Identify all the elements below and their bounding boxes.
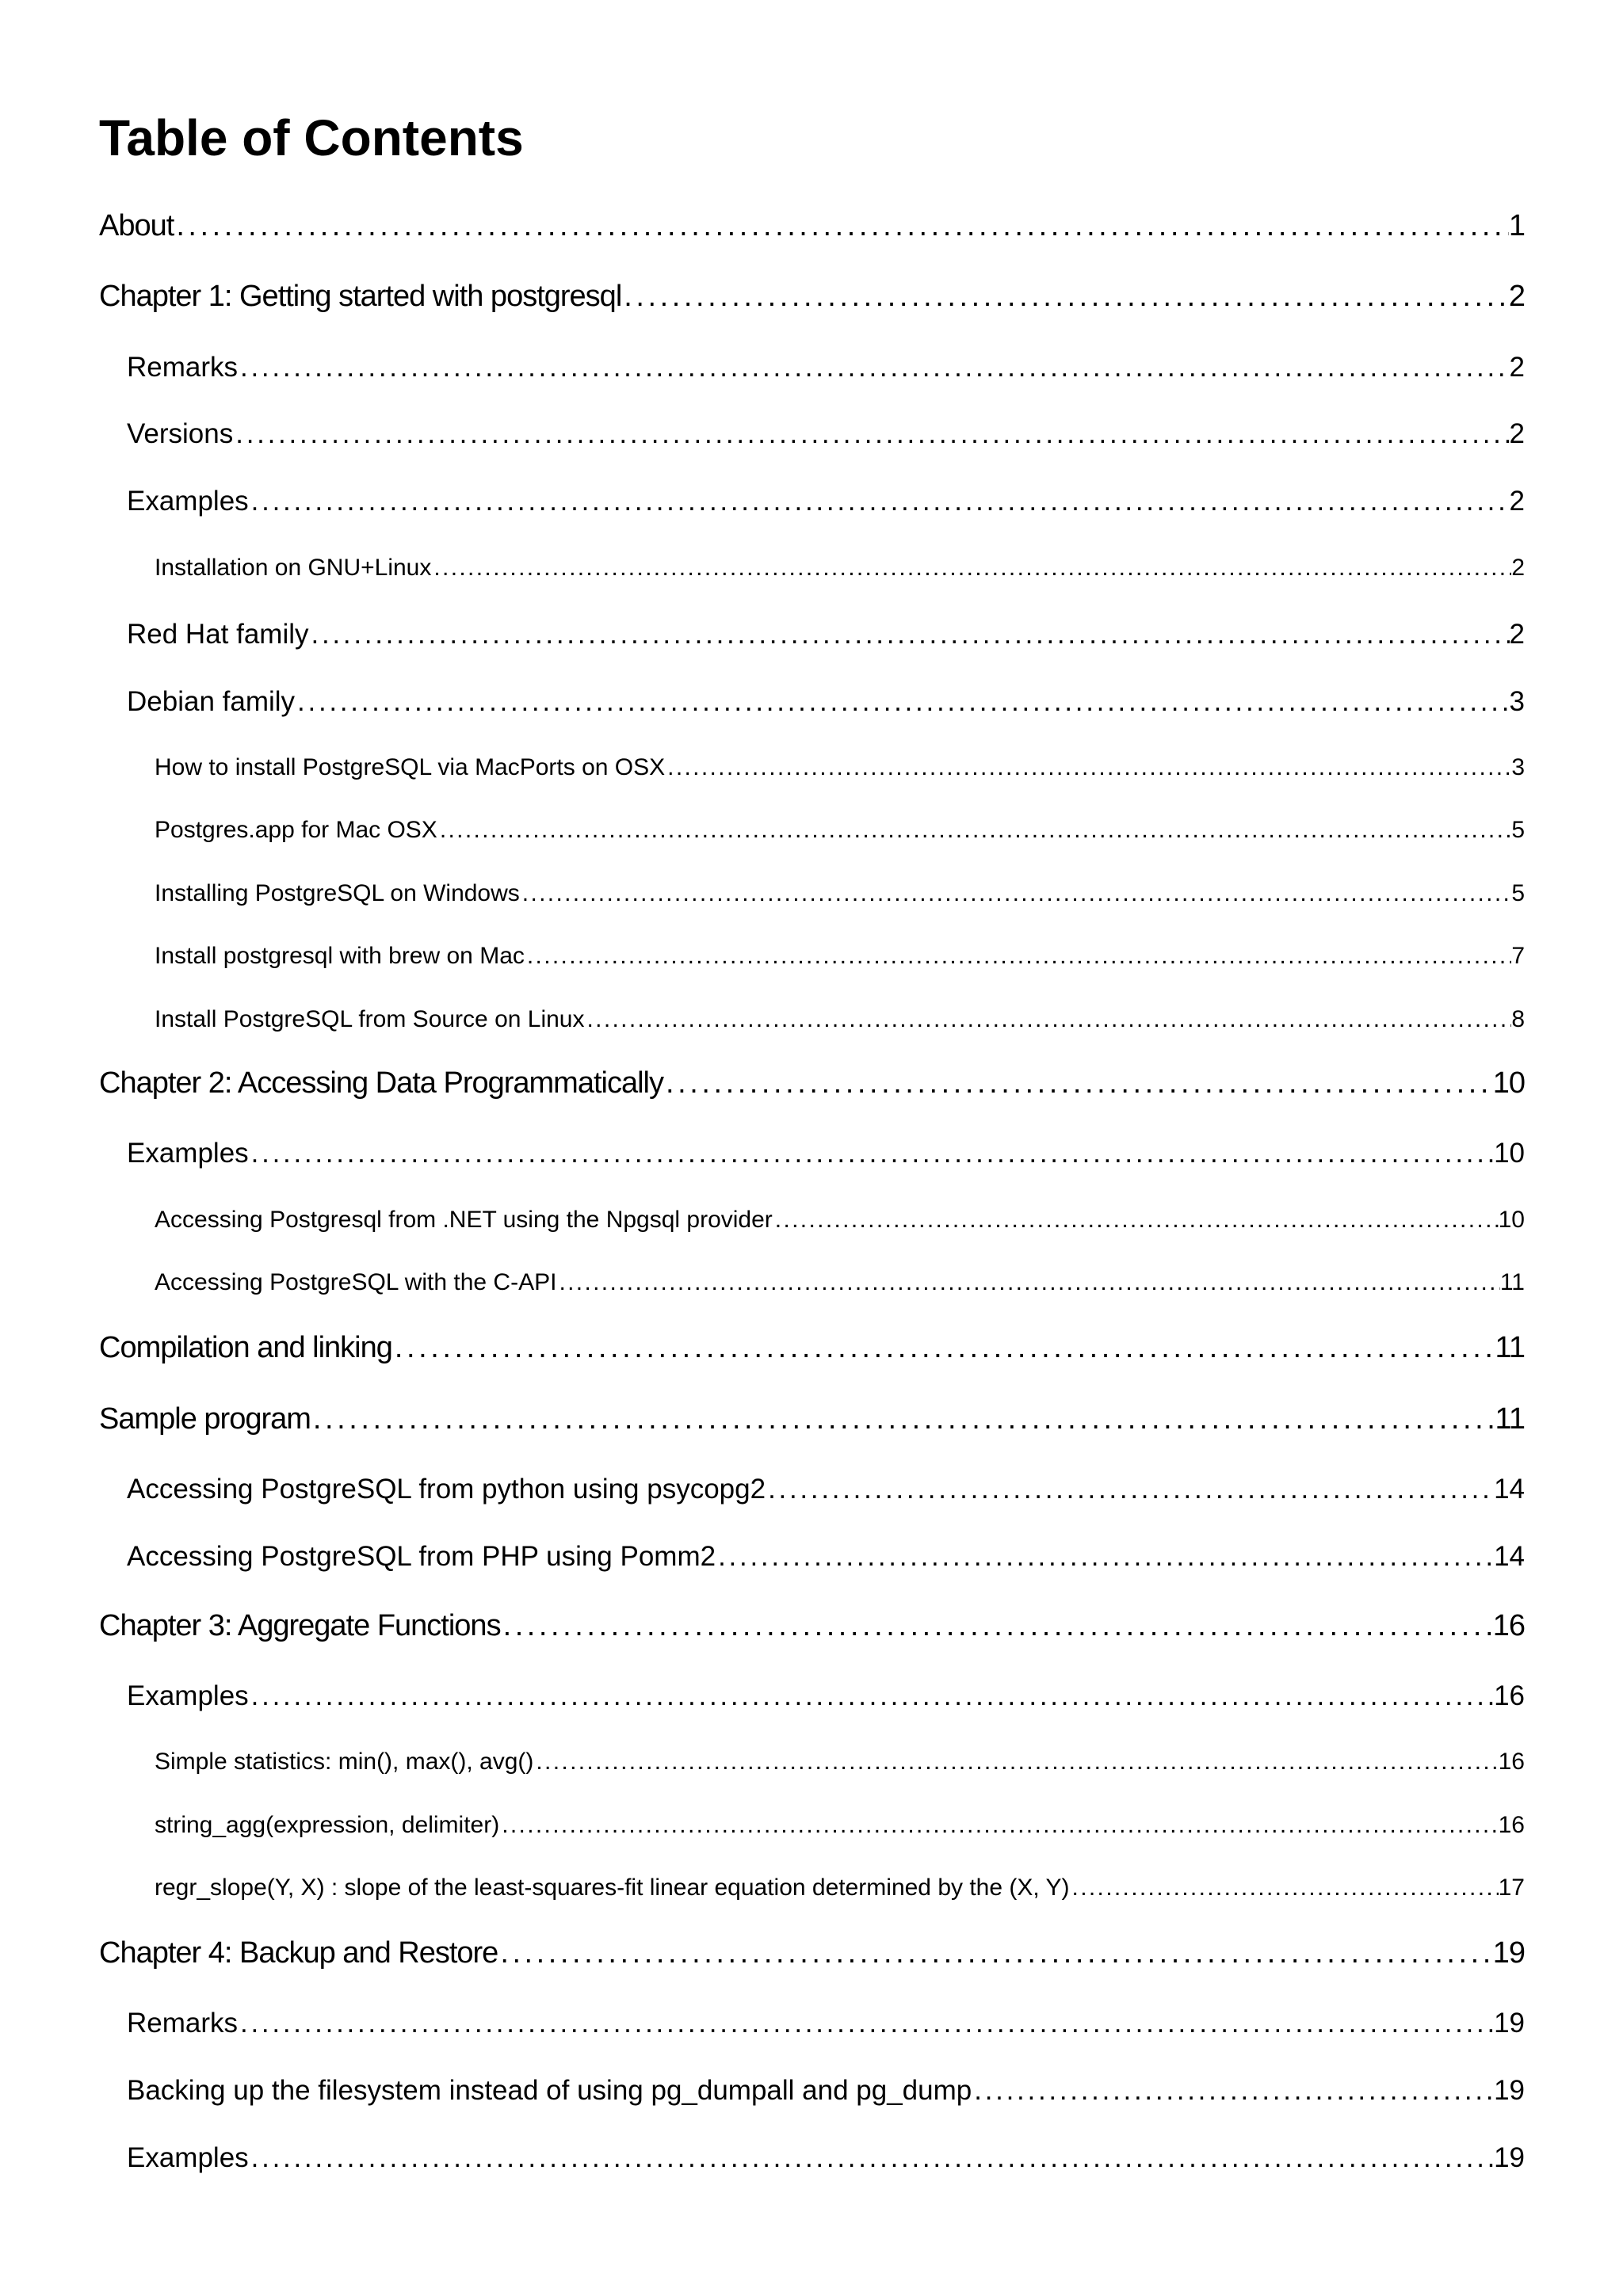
dot-leader [392,1331,1495,1365]
toc-entry-label: Installation on GNU+Linux [155,555,432,581]
toc-entry-examples[interactable] [127,1680,1525,1712]
toc-entry-label: About [99,209,174,242]
toc-entry-page: 1 [1508,209,1525,242]
toc-entry-page: 16 [1494,1680,1525,1711]
toc-entry-label: Install PostgreSQL from Source on Linux [155,1006,585,1032]
toc-entry-page: 2 [1511,555,1525,581]
toc-entry-label: Accessing PostgreSQL with the C-API [155,1269,557,1295]
toc-entry-sample-program[interactable] [99,1402,1525,1436]
toc-entry-label: Compilation and linking [99,1331,392,1364]
dot-leader [665,754,1511,781]
toc-entry-label: Install postgresql with brew on Mac [155,943,525,969]
toc-entry-page: 19 [1494,2008,1525,2039]
toc-entry-macports-osx[interactable] [155,754,1525,781]
toc-entry-page: 8 [1511,1006,1525,1032]
dot-leader [716,1541,1494,1573]
dot-leader [972,2075,1494,2107]
toc-entry-installation-gnu-linux[interactable] [155,555,1525,582]
toc-entry-chapter-1[interactable] [99,280,1525,314]
toc-entry-php-pomm2[interactable] [127,1541,1525,1573]
toc-entry-page: 10 [1492,1066,1525,1100]
toc-entry-page: 16 [1498,1812,1525,1838]
toc-entry-page: 19 [1494,2075,1525,2106]
toc-entry-python-psycopg2[interactable] [127,1474,1525,1505]
dot-leader [1070,1875,1499,1901]
toc-entry-compilation-linking[interactable] [99,1331,1525,1365]
toc-entry-page: 7 [1511,943,1525,969]
dot-leader [249,2142,1494,2174]
toc-entry-page: 19 [1494,2142,1525,2173]
toc-entry-label: Chapter 4: Backup and Restore [99,1936,498,1970]
toc-entry-page: 2 [1508,280,1525,313]
toc-entry-remarks[interactable] [127,352,1525,383]
toc-entry-page: 16 [1498,1749,1525,1775]
toc-entry-label: Backing up the filesystem instead of using pg_dumpall and pg_dump [127,2075,972,2106]
dot-leader [499,1812,1498,1839]
toc-entry-remarks[interactable] [127,2008,1525,2039]
toc-entry-page: 5 [1511,880,1525,906]
toc-entry-source-linux[interactable] [155,1006,1525,1033]
toc-entry-label: Postgres.app for Mac OSX [155,817,437,843]
toc-entry-label: Versions [127,418,234,449]
toc-entry-page: 3 [1511,754,1525,780]
dot-leader [585,1006,1512,1033]
toc-entry-about[interactable] [99,209,1525,243]
toc-entry-label: Accessing Postgresql from .NET using the Npgsql provider [155,1207,773,1233]
toc-entry-label: Examples [127,1138,249,1169]
dot-leader [309,619,1510,650]
toc-entry-label: Red Hat family [127,619,309,650]
toc-entry-label: Accessing PostgreSQL from PHP using Pomm2 [127,1541,716,1572]
toc-entry-page: 11 [1495,1402,1525,1436]
dot-leader [431,555,1511,582]
toc-entry-backing-up-filesystem[interactable] [127,2075,1525,2107]
toc-entry-examples[interactable] [127,1138,1525,1169]
toc-entry-page: 2 [1509,352,1525,383]
toc-entry-page: 3 [1509,686,1525,717]
toc-entry-brew-mac[interactable] [155,943,1525,970]
dot-leader [311,1402,1495,1436]
dot-leader [556,1269,1499,1296]
toc-entry-page: 14 [1494,1474,1525,1505]
toc-entry-postgres-app[interactable] [155,817,1525,844]
toc-entry-chapter-2[interactable] [99,1066,1525,1100]
toc-entry-debian-family[interactable] [127,686,1525,718]
dot-leader [249,1680,1494,1712]
toc-entry-label: Remarks [127,352,239,383]
dot-leader [520,880,1512,907]
toc-entry-label: Chapter 3: Aggregate Functions [99,1609,501,1642]
dot-leader [621,280,1509,314]
dot-leader [295,686,1509,718]
toc-entry-label: Examples [127,1680,249,1711]
dot-leader [249,486,1510,517]
dot-leader [233,418,1509,450]
toc-entry-page: 2 [1509,486,1525,517]
dot-leader [437,817,1511,844]
toc-entry-page: 2 [1509,619,1525,650]
toc-entry-page: 5 [1511,817,1525,843]
dot-leader [249,1138,1494,1169]
toc-entry-page: 19 [1492,1936,1525,1970]
toc-entry-examples[interactable] [127,2142,1525,2174]
toc-entry-regr-slope[interactable] [155,1875,1525,1901]
dot-leader [238,2008,1494,2039]
toc-entry-label: Simple statistics: min(), max(), avg() [155,1749,534,1775]
dot-leader [766,1474,1494,1505]
toc-entry-page: 16 [1492,1609,1525,1642]
toc-entry-label: regr_slope(Y, X) : slope of the least-squares-fit linear equation determined by the (X, Y) [155,1875,1070,1901]
toc-entry-label: Installing PostgreSQL on Windows [155,880,520,906]
toc-entry-label: Chapter 1: Getting started with postgresql [99,280,622,313]
toc-entry-label: Examples [127,486,249,517]
toc-entry-versions[interactable] [127,418,1525,450]
dot-leader [238,352,1510,383]
toc-entry-page: 17 [1498,1875,1525,1901]
toc-entry-label: Sample program [99,1402,311,1436]
toc-entry-page: 11 [1499,1269,1525,1295]
dot-leader [501,1609,1493,1643]
toc-entry-label: string_agg(expression, delimiter) [155,1812,500,1838]
toc-entry-page: 11 [1495,1331,1525,1364]
dot-leader [663,1066,1493,1100]
dot-leader [174,209,1509,243]
toc-entry-examples[interactable] [127,486,1525,517]
toc-entry-string-agg[interactable] [155,1812,1525,1839]
toc-entry-chapter-3[interactable] [99,1609,1525,1643]
toc-entry-label: How to install PostgreSQL via MacPorts on OSX [155,754,666,780]
toc-entry-npgsql[interactable] [155,1207,1525,1234]
toc-entry-installing-windows[interactable] [155,880,1525,907]
toc-entry-simple-statistics[interactable] [155,1749,1525,1775]
toc-entry-label: Debian family [127,686,296,717]
toc-entry-chapter-4[interactable] [99,1936,1525,1970]
toc-entry-page: 10 [1494,1138,1525,1169]
toc-entry-page: 14 [1494,1541,1525,1572]
dot-leader [498,1936,1492,1970]
toc-entry-label: Chapter 2: Accessing Data Programmatically [99,1066,663,1100]
toc-entry-page: 2 [1509,418,1525,449]
toc-entry-red-hat-family[interactable] [127,619,1525,650]
toc-entry-label: Examples [127,2142,249,2173]
toc-entry-page: 10 [1498,1207,1525,1233]
dot-leader [525,943,1511,970]
toc-entry-label: Accessing PostgreSQL from python using psycopg2 [127,1474,766,1505]
dot-leader [533,1749,1498,1775]
toc-entry-c-api[interactable] [155,1269,1525,1296]
toc-entry-label: Remarks [127,2008,239,2039]
dot-leader [773,1207,1499,1234]
page-title: Table of Contents [99,109,524,166]
